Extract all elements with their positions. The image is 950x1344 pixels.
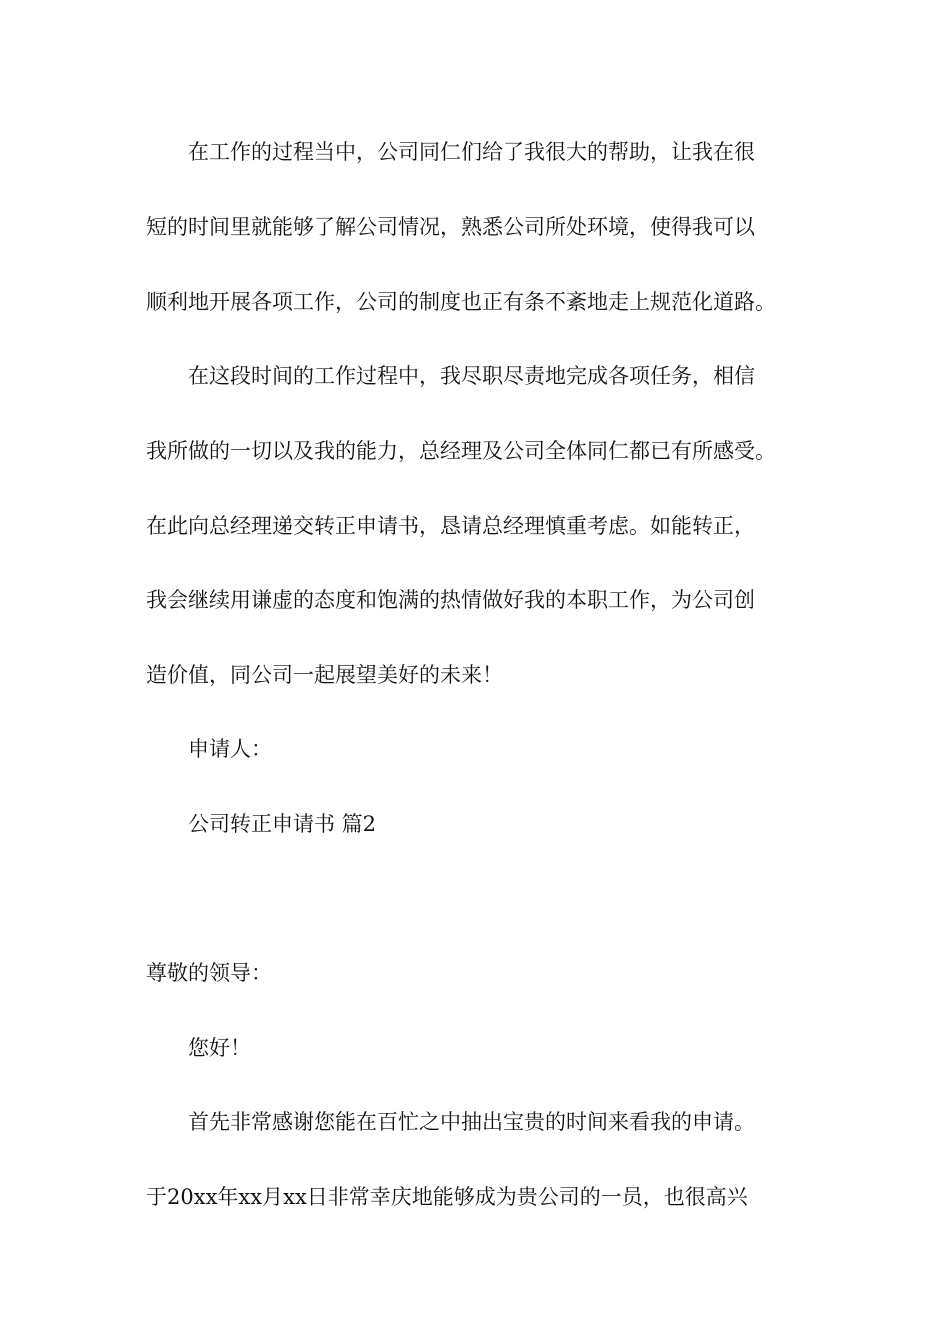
paragraph-line: 我会继续用谦虚的态度和饱满的热情做好我的本职工作，为公司创 [146, 588, 755, 612]
greeting: 您好！ [188, 1036, 251, 1060]
applicant-label: 申请人： [188, 737, 272, 761]
salutation: 尊敬的领导： [146, 961, 272, 985]
section-heading: 公司转正申请书 篇2 [188, 812, 377, 836]
paragraph-line: 在这段时间的工作过程中，我尽职尽责地完成各项任务，相信 [188, 364, 755, 388]
paragraph-line: 造价值，同公司一起展望美好的未来！ [146, 663, 503, 687]
paragraph-line: 首先非常感谢您能在百忙之中抽出宝贵的时间来看我的申请。 [188, 1110, 755, 1134]
paragraph-line: 顺利地开展各项工作，公司的制度也正有条不紊地走上规范化道路。 [146, 290, 776, 314]
paragraph-line: 在工作的过程当中，公司同仁们给了我很大的帮助，让我在很 [188, 140, 755, 164]
paragraph-line: 于20xx年xx月xx日非常幸庆地能够成为贵公司的一员，也很高兴 [146, 1185, 748, 1209]
paragraph-line: 在此向总经理递交转正申请书，恳请总经理慎重考虑。如能转正， [146, 514, 755, 538]
paragraph-line: 短的时间里就能够了解公司情况，熟悉公司所处环境，使得我可以 [146, 215, 755, 239]
paragraph-line: 我所做的一切以及我的能力，总经理及公司全体同仁都已有所感受。 [146, 439, 776, 463]
